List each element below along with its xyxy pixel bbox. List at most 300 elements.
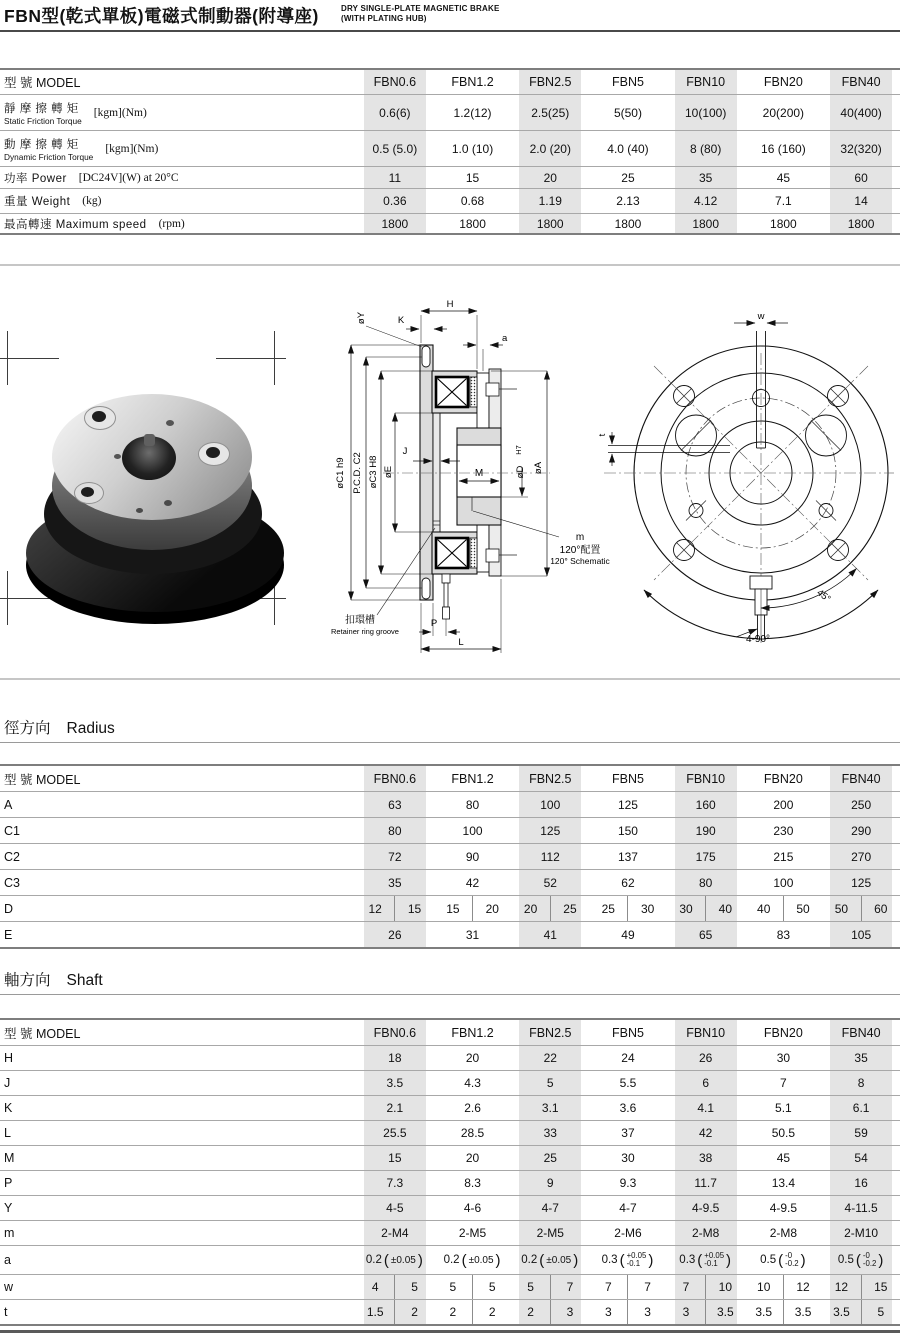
paren: ) — [800, 1251, 806, 1269]
spec-cell: 10(100) — [667, 95, 745, 131]
sub-value: 2 — [472, 1300, 511, 1324]
dim-cell: 190 — [667, 818, 745, 844]
dim-cell-split — [589, 896, 667, 922]
dim-cell: 90 — [434, 844, 512, 870]
table-row — [0, 69, 900, 95]
dim-cell: 45 — [745, 1146, 823, 1171]
label-unit: [kgm](Nm) — [93, 106, 147, 119]
dim-cell: 2-M6 — [589, 1221, 667, 1246]
spec-table-section — [0, 68, 900, 235]
dim-cell: 62 — [589, 870, 667, 896]
dim-cell: 80 — [667, 870, 745, 896]
subtitle-line1: DRY SINGLE-PLATE MAGNETIC BRAKE — [341, 4, 500, 13]
shaft-table-section — [0, 1018, 900, 1326]
dim-cell: 24 — [589, 1046, 667, 1071]
tolerance-cell — [745, 1246, 823, 1275]
table-row — [0, 1046, 900, 1071]
dim-row-label: K — [0, 1096, 356, 1121]
table-row — [0, 1146, 900, 1171]
dim-cell: 4-7 — [589, 1196, 667, 1221]
tolerance: ±0.05 — [390, 1254, 416, 1266]
dim-cell: 215 — [745, 844, 823, 870]
paren: ) — [573, 1251, 579, 1269]
keyway-notch — [144, 434, 155, 446]
dim-cell: 230 — [745, 818, 823, 844]
cross-section-figure — [331, 295, 625, 667]
spec-cell: 0.36 — [356, 189, 434, 214]
dim-cell-split — [434, 1275, 512, 1300]
sub-value: 7 — [550, 1275, 589, 1299]
schematic-label-en: 120° Schematic — [550, 556, 610, 566]
tolerance-lower: -0.1 — [626, 1259, 641, 1268]
tolerance-upper: -0 — [785, 1251, 793, 1260]
dim-cell: 100 — [745, 870, 823, 896]
spec-row-label — [0, 214, 356, 235]
dim-cell: 3.6 — [589, 1096, 667, 1121]
dim-cell: 20 — [434, 1046, 512, 1071]
value: 0.2 — [443, 1254, 460, 1266]
dim-row-label: P — [0, 1171, 356, 1196]
sub-value: 2 — [449, 1305, 457, 1319]
spec-cell: 1800 — [770, 216, 797, 231]
dim-cell: 26 — [356, 922, 434, 949]
dim-label-M: M — [474, 468, 484, 479]
table-row — [0, 214, 900, 235]
model-header-label: 型 號 MODEL — [0, 1019, 356, 1046]
sub-value: 7 — [682, 1280, 690, 1294]
table-row — [0, 1096, 900, 1121]
table-row — [0, 1275, 900, 1300]
dim-cell: 38 — [667, 1146, 745, 1171]
table-row — [0, 844, 900, 870]
value: 0.3 — [679, 1254, 696, 1266]
dim-cell-split — [822, 896, 900, 922]
sub-value: 40 — [705, 896, 744, 921]
sub-value: 1.5 — [366, 1305, 384, 1319]
table-row — [0, 131, 900, 167]
model-name: FBN2.5 — [511, 1019, 589, 1046]
dim-cell-split — [745, 896, 823, 922]
sub-value: 12 — [834, 1280, 849, 1294]
sub-value: 25 — [601, 901, 615, 916]
dim-cell: 105 — [822, 922, 900, 949]
table-row — [0, 167, 900, 189]
dim-cell: 125 — [511, 818, 589, 844]
tolerance-cell — [589, 1246, 667, 1275]
spec-cell: 5(50) — [589, 95, 667, 131]
paren: ) — [878, 1251, 884, 1269]
table-row — [0, 1121, 900, 1146]
dim-cell: 25 — [511, 1146, 589, 1171]
model-name: FBN10 — [667, 1019, 745, 1046]
tolerance: ±0.05 — [546, 1254, 572, 1266]
dim-cell: 15 — [356, 1146, 434, 1171]
value: 0.2 — [365, 1254, 382, 1266]
sub-value: 30 — [679, 901, 693, 916]
title-rule — [0, 994, 900, 995]
dim-label-4-90: 4-90° — [745, 634, 771, 645]
dim-cell: 4-9.5 — [745, 1196, 823, 1221]
label-en: Static Friction Torque — [4, 115, 82, 126]
table-row — [0, 1171, 900, 1196]
dim-cell: 50.5 — [745, 1121, 823, 1146]
paren: ) — [726, 1251, 732, 1269]
paren: ) — [417, 1251, 423, 1269]
dim-cell-split — [589, 1300, 667, 1326]
dim-label-P: P — [430, 618, 438, 629]
dim-cell: 30 — [589, 1146, 667, 1171]
dim-cell: 7 — [745, 1071, 823, 1096]
paren: ) — [495, 1251, 501, 1269]
sub-value: 7 — [627, 1275, 666, 1299]
sub-value: 60 — [861, 896, 900, 921]
dim-cell: 5.5 — [589, 1071, 667, 1096]
radius-table-section — [0, 764, 900, 949]
model-name: FBN1.2 — [434, 69, 512, 95]
spec-cell: 0.5 (5.0) — [356, 131, 434, 167]
dim-cell: 6.1 — [822, 1096, 900, 1121]
section-title-en: Shaft — [66, 972, 103, 989]
dim-cell: 160 — [667, 792, 745, 818]
sub-value: 5 — [527, 1280, 534, 1294]
label-unit: (rpm) — [158, 217, 185, 230]
radius-section-title — [4, 716, 115, 738]
dim-cell: 35 — [822, 1046, 900, 1071]
label-zh: 功率 Power — [4, 172, 67, 185]
table-row — [0, 1071, 900, 1096]
sub-value: 15 — [394, 896, 433, 921]
dim-cell: 2.6 — [434, 1096, 512, 1121]
label-zh: 動 摩 擦 轉 矩 — [4, 138, 79, 151]
value: 0.3 — [601, 1254, 618, 1266]
model-header-label: 型 號 MODEL — [0, 765, 356, 792]
dim-row-label: Y — [0, 1196, 356, 1221]
dim-cell: 4-6 — [434, 1196, 512, 1221]
sub-value: 12 — [368, 901, 382, 916]
dim-cell: 100 — [511, 792, 589, 818]
tolerance-cell — [667, 1246, 745, 1275]
dim-row-label: C3 — [0, 870, 356, 896]
tolerance: ±0.05 — [468, 1254, 494, 1266]
sub-value: 5 — [449, 1280, 457, 1294]
dim-cell: 200 — [745, 792, 823, 818]
dim-cell-split — [356, 896, 434, 922]
dim-cell: 72 — [356, 844, 434, 870]
table-row — [0, 870, 900, 896]
dim-label-a: a — [502, 333, 508, 344]
dim-cell: 112 — [511, 844, 589, 870]
section-title-zh: 軸方向 — [4, 972, 51, 989]
paren: ( — [697, 1251, 703, 1269]
sub-value: 3 — [550, 1300, 589, 1324]
dim-cell: 2-M8 — [667, 1221, 745, 1246]
spec-cell: 45 — [745, 167, 823, 189]
page-bottom-rule — [0, 1330, 900, 1333]
dim-cell: 11.7 — [667, 1171, 745, 1196]
dim-cell: 42 — [434, 870, 512, 896]
sub-value: 4 — [371, 1280, 379, 1294]
spec-cell: 14 — [822, 189, 900, 214]
sub-value: 3 — [627, 1300, 666, 1324]
dim-cell: 5 — [511, 1071, 589, 1096]
dim-label-oC3: øC3 H8 — [368, 455, 379, 489]
model-name: FBN10 — [667, 765, 745, 792]
sub-value: 7 — [604, 1280, 612, 1294]
dim-cell: 175 — [667, 844, 745, 870]
dim-label-J: J — [402, 446, 408, 457]
model-name: FBN2.5 — [511, 765, 589, 792]
dimension-lines — [351, 311, 559, 653]
dim-cell: 5.1 — [745, 1096, 823, 1121]
model-name: FBN1.2 — [434, 765, 512, 792]
label-zh: 重量 Weight — [4, 196, 71, 208]
dim-cell: 13.4 — [745, 1171, 823, 1196]
dim-cell: 270 — [822, 844, 900, 870]
table-row — [0, 792, 900, 818]
tolerance-cell — [822, 1246, 900, 1275]
pin-hole — [136, 508, 143, 513]
table-row — [0, 1019, 900, 1046]
tolerance-lower: -0.1 — [704, 1259, 718, 1268]
shaft-section-title — [4, 968, 103, 990]
dim-row-label: A — [0, 792, 356, 818]
sub-value: 25 — [550, 896, 589, 921]
table-row — [0, 765, 900, 792]
spec-cell: 16 (160) — [745, 131, 823, 167]
dim-cell: 80 — [434, 792, 512, 818]
dim-label-w: w — [757, 311, 765, 322]
dim-row-label: M — [0, 1146, 356, 1171]
dim-label-K: K — [397, 315, 405, 326]
dim-cell-split — [667, 1300, 745, 1326]
table-row — [0, 922, 900, 949]
dim-cell-split — [667, 1275, 745, 1300]
value: 0.5 — [760, 1254, 777, 1266]
dim-cell: 18 — [356, 1046, 434, 1071]
spec-row-label — [0, 167, 356, 189]
spec-table — [0, 68, 900, 235]
model-name: FBN20 — [745, 765, 823, 792]
tolerance-upper: +0.05 — [626, 1251, 647, 1260]
dim-cell: 22 — [511, 1046, 589, 1071]
spec-cell: 2.13 — [589, 189, 667, 214]
table-row — [0, 1221, 900, 1246]
dim-label-oD: øD — [515, 465, 526, 479]
sub-value: 3.5 — [705, 1300, 744, 1324]
table-row — [0, 1196, 900, 1221]
dim-cell-split — [667, 896, 745, 922]
spec-cell: 0.68 — [434, 189, 512, 214]
dim-cell: 4-5 — [356, 1196, 434, 1221]
dim-cell: 52 — [511, 870, 589, 896]
label-en: Dynamic Friction Torque — [4, 151, 94, 162]
sub-value: 40 — [757, 901, 771, 916]
spec-cell: 60 — [822, 167, 900, 189]
dim-cell-split — [745, 1275, 823, 1300]
sub-value: 20 — [523, 901, 538, 916]
spec-cell: 40(400) — [822, 95, 900, 131]
paren: ( — [619, 1251, 625, 1269]
sub-value: 50 — [783, 896, 822, 921]
page-subtitle — [341, 4, 500, 24]
model-name: FBN5 — [589, 1019, 667, 1046]
dim-row-label: H — [0, 1046, 356, 1071]
sub-value: 3 — [682, 1305, 690, 1319]
dim-cell: 4-9.5 — [667, 1196, 745, 1221]
page-title: FBN型(乾式單板)電磁式制動器(附導座) — [4, 6, 319, 26]
bolt-hole-center — [206, 447, 220, 458]
dim-cell: 100 — [434, 818, 512, 844]
dim-cell: 54 — [822, 1146, 900, 1171]
paren: ( — [539, 1251, 545, 1269]
spec-cell: 15 — [434, 167, 512, 189]
dim-cell: 137 — [589, 844, 667, 870]
spec-row-label — [0, 95, 356, 131]
dim-cell: 16 — [822, 1171, 900, 1196]
dim-cell: 3.5 — [356, 1071, 434, 1096]
pin-hole — [166, 420, 174, 426]
shaft-table — [0, 1018, 900, 1326]
subtitle-line2: (WITH PLATING HUB) — [341, 14, 427, 23]
dim-cell: 30 — [745, 1046, 823, 1071]
dim-cell: 125 — [822, 870, 900, 896]
dim-cell-split — [511, 896, 589, 922]
dim-row-label: C1 — [0, 818, 356, 844]
brake-photo — [18, 336, 322, 640]
dim-label-oY: øY — [356, 311, 367, 325]
dim-cell: 4-7 — [511, 1196, 589, 1221]
sub-value: 12 — [783, 1275, 822, 1299]
dim-row-label: t — [4, 1305, 8, 1319]
dim-cell: 33 — [511, 1121, 589, 1146]
model-name: FBN5 — [589, 765, 667, 792]
spec-cell: 35 — [667, 167, 745, 189]
dim-cell: 31 — [465, 927, 480, 942]
sub-value: 5 — [861, 1300, 900, 1324]
dim-cell-split — [822, 1275, 900, 1300]
dim-cell-split — [589, 1275, 667, 1300]
paren: ( — [461, 1251, 467, 1269]
tolerance-cell — [356, 1246, 434, 1275]
dim-cell-split — [356, 1275, 434, 1300]
paren: ( — [778, 1251, 784, 1269]
table-row — [0, 189, 900, 214]
dim-cell: 80 — [356, 818, 434, 844]
spec-cell: 20(200) — [745, 95, 823, 131]
dim-row-label: J — [0, 1071, 356, 1096]
spec-cell: 11 — [356, 167, 434, 189]
value: 0.2 — [521, 1254, 538, 1266]
dim-cell: 25.5 — [356, 1121, 434, 1146]
dim-row-label: L — [0, 1121, 356, 1146]
sub-value: 2 — [394, 1300, 433, 1324]
dim-cell-split — [434, 896, 512, 922]
spec-row-label — [0, 189, 356, 214]
sub-value: 10 — [705, 1275, 744, 1299]
dim-label-oA: øA — [533, 461, 544, 475]
model-name: FBN5 — [589, 69, 667, 95]
spec-cell: 4.12 — [667, 189, 745, 214]
dim-label-45: 45° — [814, 587, 833, 605]
groove-label-zh: 扣環槽 — [345, 615, 375, 626]
sub-value: 5 — [472, 1275, 511, 1299]
tolerance-cell — [434, 1246, 512, 1275]
tolerance-upper: +0.05 — [704, 1251, 725, 1260]
section-divider — [0, 678, 900, 680]
dim-cell: 4-11.5 — [822, 1196, 900, 1221]
dim-cell: 8 — [822, 1071, 900, 1096]
dim-cell: 42 — [667, 1121, 745, 1146]
dim-cell: 65 — [667, 922, 745, 949]
dim-cell: 8.3 — [434, 1171, 512, 1196]
dim-cell-split — [511, 1275, 589, 1300]
groove-label-en: Retainer ring groove — [331, 627, 399, 636]
dim-label-oE: øE — [383, 465, 394, 479]
spec-cell: 1800 — [614, 216, 642, 231]
table-row — [0, 818, 900, 844]
dim-cell: 9 — [511, 1171, 589, 1196]
dim-label-PCD: P.C.D. C2 — [352, 452, 363, 494]
sub-value: 30 — [627, 896, 666, 921]
dim-cell: 7.3 — [356, 1171, 434, 1196]
dim-cell: 290 — [822, 818, 900, 844]
paren: ) — [648, 1251, 654, 1269]
spec-row-label — [0, 131, 356, 167]
spec-cell: 1.2(12) — [434, 95, 512, 131]
paren: ( — [855, 1251, 861, 1269]
model-name: FBN20 — [745, 69, 823, 95]
dim-cell: 49 — [621, 927, 635, 942]
spec-cell: 32(320) — [822, 131, 900, 167]
spec-cell: 1800 — [822, 214, 900, 235]
spec-cell: 8 (80) — [667, 131, 745, 167]
dim-row-label: D — [0, 896, 356, 922]
dim-cell: 4.1 — [667, 1096, 745, 1121]
table-row — [0, 896, 900, 922]
dim-label-L: L — [458, 637, 464, 648]
dim-row-label: C2 — [0, 844, 356, 870]
dim-cell-split — [511, 1300, 589, 1326]
table-row — [0, 1300, 900, 1326]
schematic-label-zh: 120°配置 — [559, 545, 601, 556]
model-name: FBN2.5 — [511, 69, 589, 95]
label-unit: (kg) — [82, 195, 102, 207]
dim-cell: 2-M5 — [434, 1221, 512, 1246]
radius-table — [0, 764, 900, 949]
pin-hole — [114, 454, 121, 459]
tolerance-cell — [511, 1246, 589, 1275]
dim-cell: 41 — [511, 922, 589, 949]
tolerance-lower: -0.2 — [785, 1259, 799, 1268]
dim-cell: 125 — [589, 792, 667, 818]
label-unit: [DC24V](W) at 20°C — [78, 171, 179, 184]
sub-value: 3.5 — [755, 1305, 773, 1319]
spec-cell: 1.19 — [511, 189, 589, 214]
tolerance-lower: -0.2 — [862, 1259, 877, 1268]
dim-cell-split — [356, 1300, 434, 1326]
dim-cell: 9.3 — [589, 1171, 667, 1196]
model-name: FBN40 — [822, 69, 900, 95]
dim-cell: 59 — [822, 1121, 900, 1146]
tolerance-upper: -0 — [862, 1251, 870, 1260]
sub-value: 50 — [834, 901, 849, 916]
dim-row-label: m — [0, 1221, 356, 1246]
model-name: FBN40 — [822, 765, 900, 792]
spec-cell: 7.1 — [745, 189, 823, 214]
model-name: FBN20 — [745, 1019, 823, 1046]
section-divider — [0, 264, 900, 266]
dim-cell: 35 — [356, 870, 434, 896]
